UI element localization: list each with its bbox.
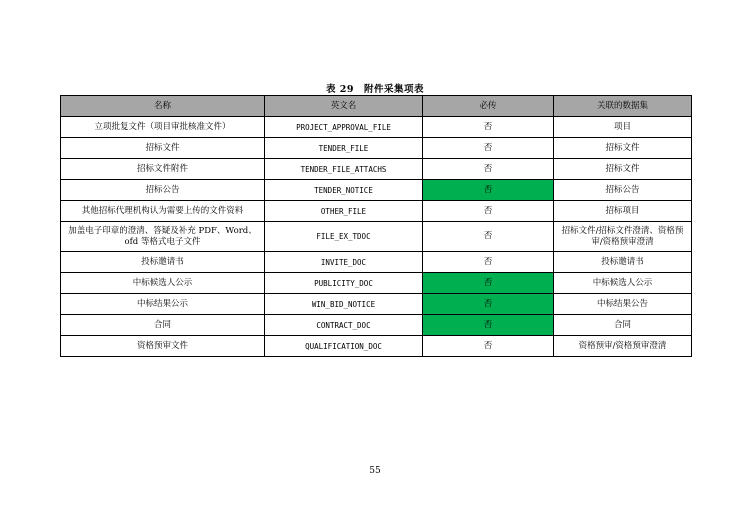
table-row: [61, 138, 692, 159]
cell-required: 否: [423, 201, 554, 222]
table-row: [61, 159, 692, 180]
cell-english-name: TENDER_NOTICE: [265, 180, 423, 201]
table-body: [61, 117, 692, 357]
cell-english-name: WIN_BID_NOTICE: [265, 294, 423, 315]
cell-dataset: 招标公告: [554, 180, 692, 201]
cell-name: 招标文件: [61, 138, 265, 159]
header-dataset: 关联的数据集: [554, 96, 692, 117]
cell-name: 加盖电子印章的澄清、答疑及补充 PDF、Word、ofd 等格式电子文件: [61, 222, 265, 252]
cell-english-name: OTHER_FILE: [265, 201, 423, 222]
attachment-table: [60, 95, 692, 357]
cell-english-name: TENDER_FILE: [265, 138, 423, 159]
cell-english-name: QUALIFICATION_DOC: [265, 336, 423, 357]
table-row: [61, 201, 692, 222]
cell-name: 合同: [61, 315, 265, 336]
cell-required: 否: [423, 273, 554, 294]
cell-name: 投标邀请书: [61, 252, 265, 273]
header-english-name: 英文名: [265, 96, 423, 117]
cell-dataset: 招标文件: [554, 138, 692, 159]
table-row: [61, 294, 692, 315]
cell-dataset: 资格预审/资格预审澄清: [554, 336, 692, 357]
page-number: 55: [369, 466, 381, 476]
cell-english-name: PROJECT_APPROVAL_FILE: [265, 117, 423, 138]
cell-required: 否: [423, 159, 554, 180]
header-required: 必传: [423, 96, 554, 117]
table-row: [61, 315, 692, 336]
table-caption: 表 29 附件采集项表: [325, 84, 425, 95]
cell-required: 否: [423, 138, 554, 159]
table-row: [61, 117, 692, 138]
cell-required: 否: [423, 336, 554, 357]
cell-dataset: 中标结果公告: [554, 294, 692, 315]
table-row: [61, 273, 692, 294]
cell-dataset: 招标文件/招标文件澄清、资格预审/资格预审澄清: [554, 222, 692, 252]
header-name: 名称: [61, 96, 265, 117]
table-header-row: [61, 96, 692, 117]
cell-required: 否: [423, 222, 554, 252]
cell-required: 否: [423, 180, 554, 201]
cell-required: 否: [423, 252, 554, 273]
table-row: [61, 336, 692, 357]
cell-name: 中标候选人公示: [61, 273, 265, 294]
cell-english-name: CONTRACT_DOC: [265, 315, 423, 336]
cell-english-name: TENDER_FILE_ATTACHS: [265, 159, 423, 180]
cell-english-name: PUBLICITY_DOC: [265, 273, 423, 294]
cell-name: 招标公告: [61, 180, 265, 201]
cell-dataset: 投标邀请书: [554, 252, 692, 273]
cell-required: 否: [423, 294, 554, 315]
cell-english-name: FILE_EX_TDOC: [265, 222, 423, 252]
cell-dataset: 招标项目: [554, 201, 692, 222]
cell-name: 立项批复文件（项目审批核准文件）: [61, 117, 265, 138]
cell-dataset: 合同: [554, 315, 692, 336]
cell-dataset: 项目: [554, 117, 692, 138]
cell-dataset: 招标文件: [554, 159, 692, 180]
cell-english-name: INVITE_DOC: [265, 252, 423, 273]
cell-required: 否: [423, 117, 554, 138]
cell-name: 中标结果公示: [61, 294, 265, 315]
cell-dataset: 中标候选人公示: [554, 273, 692, 294]
table-row: [61, 180, 692, 201]
table-row: [61, 222, 692, 252]
cell-name: 资格预审文件: [61, 336, 265, 357]
table-row: [61, 252, 692, 273]
cell-name: 其他招标代理机构认为需要上传的文件资料: [61, 201, 265, 222]
cell-name: 招标文件附件: [61, 159, 265, 180]
cell-required: 否: [423, 315, 554, 336]
